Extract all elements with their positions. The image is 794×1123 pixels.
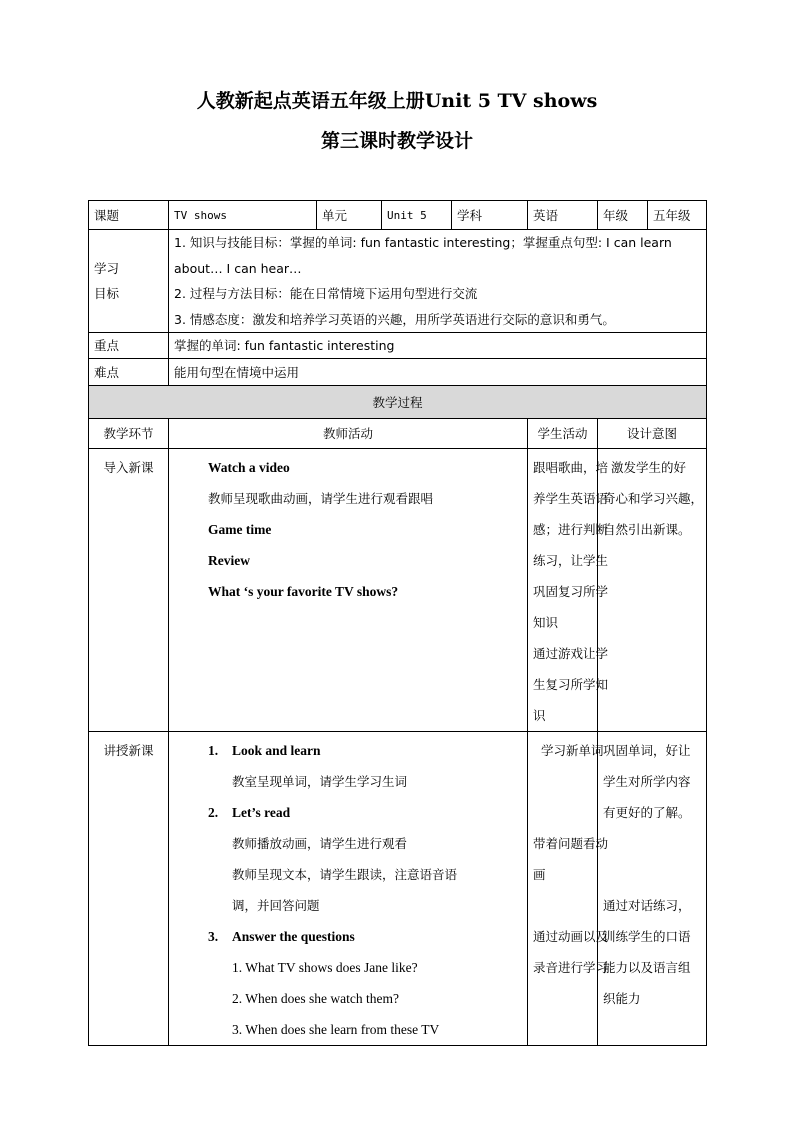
new-student-line: 录音进行学习: [533, 960, 609, 975]
intro-purpose-line: 激发学生的好: [603, 460, 686, 475]
intro-teacher-line: Game time: [208, 522, 272, 537]
grade-label: 年级: [598, 201, 648, 230]
intro-student: [528, 449, 609, 732]
intro-student-line: 知识: [533, 615, 559, 630]
section-intro-row: [89, 449, 707, 732]
intro-student-line: 养学生英语语: [533, 491, 609, 506]
new-purpose-line: [603, 828, 701, 859]
intro-student-line: 感；进行判断: [533, 522, 609, 537]
goals-content: [169, 230, 707, 333]
intro-teacher-line: 教师呈现歌曲动画，请学生进行观看跟唱: [208, 491, 434, 506]
goals-label-line1: 学习: [94, 260, 120, 276]
unit-label: 单元: [317, 201, 382, 230]
subject-label: 学科: [452, 201, 528, 230]
intro-teacher-line: Review: [208, 553, 250, 568]
intro-purpose-line: 奇心和学习兴趣，: [603, 491, 704, 506]
new-purpose-line: [603, 859, 701, 890]
intro-student-line: 识: [533, 708, 546, 723]
section-new-row: [89, 732, 707, 1046]
topic-label: 课题: [89, 201, 169, 230]
new-student-line: [533, 766, 592, 797]
process-header: 教学过程: [89, 386, 707, 419]
document-subtitle: 第三课时教学设计: [320, 130, 473, 152]
col-stage: 教学环节: [89, 419, 169, 449]
intro-teacher: [169, 449, 528, 732]
intro-teacher-line: What ‘s your favorite TV shows?: [208, 584, 399, 599]
new-teacher-heading: 3. Answer the questions: [208, 929, 355, 944]
difficulty-row: [89, 359, 707, 386]
keypoint-value: 掌握的单词: fun fantastic interesting: [169, 333, 707, 359]
new-student-line: [533, 890, 592, 921]
intro-purpose: [598, 449, 707, 732]
new-purpose-line: 能力以及语言组: [603, 960, 691, 975]
new-student-line: 通过动画以及: [533, 929, 609, 944]
goal-process: 2. 过程与方法目标：能在日常情境下运用句型进行交流: [174, 286, 478, 301]
document-title: 人教新起点英语五年级上册Unit 5 TV shows: [196, 90, 598, 112]
col-teacher: 教师活动: [169, 419, 528, 449]
new-teacher: [169, 732, 528, 1046]
new-purpose-line: 通过对话练习，: [603, 898, 691, 913]
intro-teacher-line: Watch a video: [208, 460, 290, 475]
intro-stage: 导入新课: [89, 449, 169, 732]
goal-knowledge: 1. 知识与技能目标：掌握的单词: fun fantastic interesting；掌握重点句型: I can learn: [174, 235, 672, 250]
goal-knowledge-cont: about… I can hear…: [174, 260, 302, 276]
info-row: [89, 201, 707, 230]
lesson-plan-table: [88, 200, 707, 1046]
new-teacher-question: 2. When does she watch them?: [232, 991, 399, 1006]
new-student-line: [533, 797, 592, 828]
subject-value: 英语: [528, 201, 598, 230]
intro-student-line: 通过游戏让学: [533, 646, 609, 661]
col-student: 学生活动: [528, 419, 598, 449]
new-purpose-line: 训练学生的口语: [603, 929, 691, 944]
difficulty-label: 难点: [89, 359, 169, 386]
new-teacher-heading: 2. Let’s read: [208, 805, 291, 820]
new-purpose-line: 巩固单词，好让: [603, 743, 691, 758]
goal-attitude: 3. 情感态度：激发和培养学习英语的兴趣，用所学英语进行交际的意识和勇气。: [174, 311, 615, 327]
grade-value: 五年级: [648, 201, 707, 230]
new-purpose-line: 学生对所学内容: [603, 774, 691, 789]
unit-value: Unit 5: [382, 201, 452, 230]
intro-student-line: 跟唱歌曲，培: [533, 460, 609, 475]
goals-label: [89, 230, 169, 333]
new-teacher-line: 教室呈现单词，请学生学习生词: [232, 774, 408, 789]
new-teacher-question: 3. When does she learn from these TV: [232, 1022, 440, 1037]
new-student-line: 画: [533, 867, 546, 882]
new-student: [528, 732, 609, 1046]
intro-student-line: 巩固复习所学: [533, 584, 609, 599]
new-teacher-heading: 1. Look and learn: [208, 743, 321, 758]
new-teacher-line: 调，并回答问题: [232, 898, 320, 913]
intro-student-line: 生复习所学知: [533, 677, 609, 692]
goals-label-line2: 目标: [94, 286, 120, 301]
new-purpose: [598, 732, 707, 1046]
new-purpose-line: 有更好的了解。: [603, 805, 691, 820]
keypoint-label: 重点: [89, 333, 169, 359]
new-teacher-line: 教师呈现文本，请学生跟读，注意语音语: [232, 867, 458, 882]
new-teacher-question: 1. What TV shows does Jane like?: [232, 960, 418, 975]
new-purpose-line: 织能力: [603, 991, 641, 1006]
intro-student-line: 练习，让学生: [533, 553, 609, 568]
new-student-line: 带着问题看动: [533, 836, 609, 851]
topic-value: TV shows: [169, 201, 317, 230]
intro-purpose-line: 自然引出新课。: [603, 522, 691, 537]
new-teacher-line: 教师播放动画，请学生进行观看: [232, 836, 408, 851]
col-purpose: 设计意图: [598, 419, 707, 449]
goals-row: [89, 230, 707, 333]
new-stage: 讲授新课: [89, 732, 169, 1046]
difficulty-value: 能用句型在情境中运用: [169, 359, 707, 386]
column-header-row: [89, 419, 707, 449]
keypoint-row: [89, 333, 707, 359]
new-student-line: 学习新单词: [533, 743, 604, 758]
process-header-row: [89, 386, 707, 419]
